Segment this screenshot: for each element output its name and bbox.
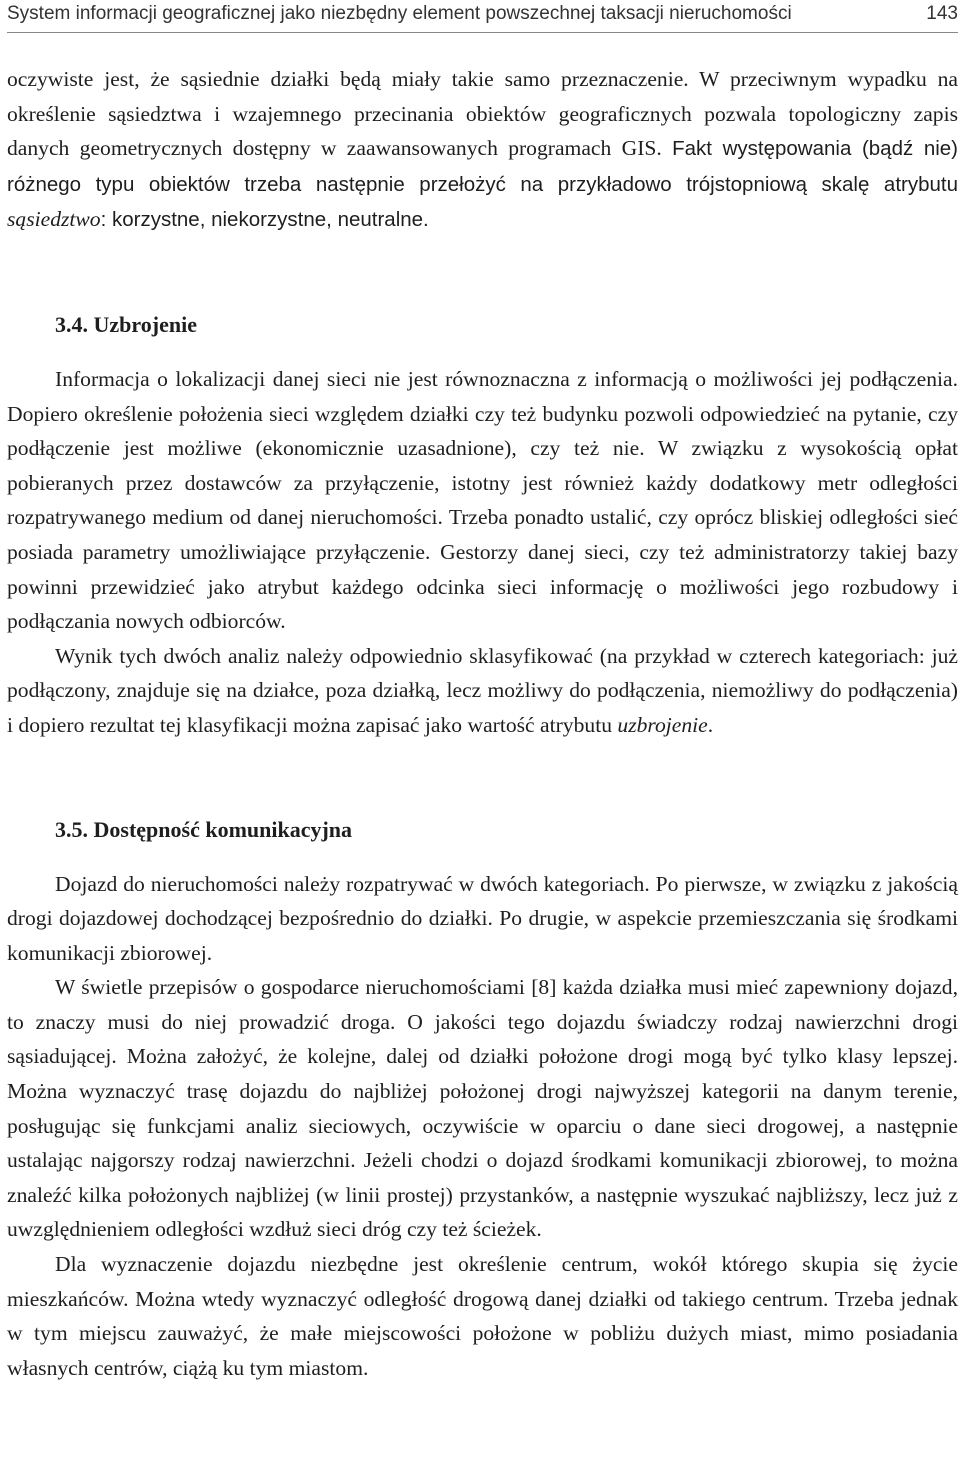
- page-number: 143: [926, 3, 958, 24]
- paragraph: Dla wyznaczenie dojazdu niezbędne jest określenie centrum, wokół którego skupia się życie mieszkańców. Można wtedy wyznaczyć odległość drogową danej działki od takiego centrum. Trzeba jednak w tym miejscu zauważyć, że małe miejscowości położone w pobliżu dużych miast, mimo posiadania własnych centrów, ciążą ku tym miastom.: [7, 1252, 958, 1380]
- paragraph-text: Fakt występowania (bądź nie) różnego typu obiektów trzeba następnie przełożyć na przykładowo trójstopniową skalę atrybutu: [7, 137, 958, 196]
- page-body: [7, 62, 958, 1385]
- italic-term: sąsiedztwo: [7, 207, 101, 232]
- paragraph: Informacja o lokalizacji danej sieci nie jest równoznaczna z informacją o możliwości jej podłączenia. Dopiero określenie położenia sieci względem działki czy też budynku pozwoli odpowiedzieć na pytanie, czy podłączenie jest możliwe (ekonomicznie uzasadnione), czy też nie. W związku z wysokością opłat pobieranych przez dostawców za przyłączenie, istotny jest również każdy dodatkowy metr odległości rozpatrywanego medium od danej nieruchomości. Trzeba ponadto ustalić, czy oprócz bliskiej odległości sieć posiada parametry umożliwiające przyłączenie. Gestorzy danej sieci, czy też administratorzy takiej bazy powinni przewidzieć jako atrybut każdego odcinka sieci informację o możliwości jego rozbudowy i podłączania nowych odbiorców.: [7, 366, 958, 634]
- section-heading: 3.4. Uzbrojenie: [55, 311, 197, 337]
- italic-term: uzbrojenie: [617, 712, 708, 737]
- paragraph-text: : korzystne, niekorzystne, neutralne.: [100, 208, 429, 232]
- paragraph: Dojazd do nieruchomości należy rozpatrywać w dwóch kategoriach. Po pierwsze, w związku z jakością drogi dojazdowej dochodzącej bezpośrednio do działki. Po drugie, w aspekcie przemieszczania się środkami komunikacji zbiorowej.: [7, 871, 958, 965]
- paragraph-text: Wynik tych dwóch analiz należy odpowiednio sklasyfikować (na przykład w czterech kategoriach: już podłączony, znajduje się na działce, poza działką, lecz możliwy do podłączenia, niemożliwy do podłączenia) i dopiero rezultat tej klasyfikacji można zapisać jako wartość atrybutu: [7, 643, 958, 737]
- paragraph-text: .: [707, 712, 714, 737]
- paragraph: W świetle przepisów o gospodarce nieruchomościami [8] każda działka musi mieć zapewniony dojazd, to znaczy musi do niej prowadzić droga. O jakości tego dojazdu świadczy rodzaj nawierzchni drogi sąsiadującej. Można założyć, że kolejne, dalej od działki położone drogi mogą być tylko klasy lepszej. Można wyznaczyć trasę dojazdu do najbliżej położonej drogi najwyższej kategorii na danym terenie, posługując się funkcjami analiz sieciowych, oczywiście w oparciu o dane sieci drogowej, a następnie ustalając najgorszy rodzaj nawierzchni. Jeżeli chodzi o dojazd środkami komunikacji zbiorowej, to można znaleźć kilka położonych najbliżej (w linii prostej) przystanków, a następnie wyszukać najbliższy, lecz już z uwzględnieniem odległości wzdłuż sieci dróg czy też ścieżek.: [7, 975, 958, 1242]
- running-title: System informacji geograficznej jako niezbędny element powszechnej taksacji nieruchomości: [7, 3, 792, 24]
- paragraph-continued: [7, 62, 958, 238]
- paragraph: [7, 639, 958, 743]
- section-heading: 3.5. Dostępność komunikacyjna: [55, 816, 353, 842]
- paragraph-text: oczywiste jest, że sąsiednie działki będą miały takie samo przeznaczenie. W przeciwnym wypadku na określenie sąsiedztwa i wzajemnego przecinania obiektów geograficznych pozwala topologiczny zapis danych geometrycznych dostępny w zaawansowanych programach GIS.: [7, 67, 958, 161]
- running-header: [7, 2, 958, 33]
